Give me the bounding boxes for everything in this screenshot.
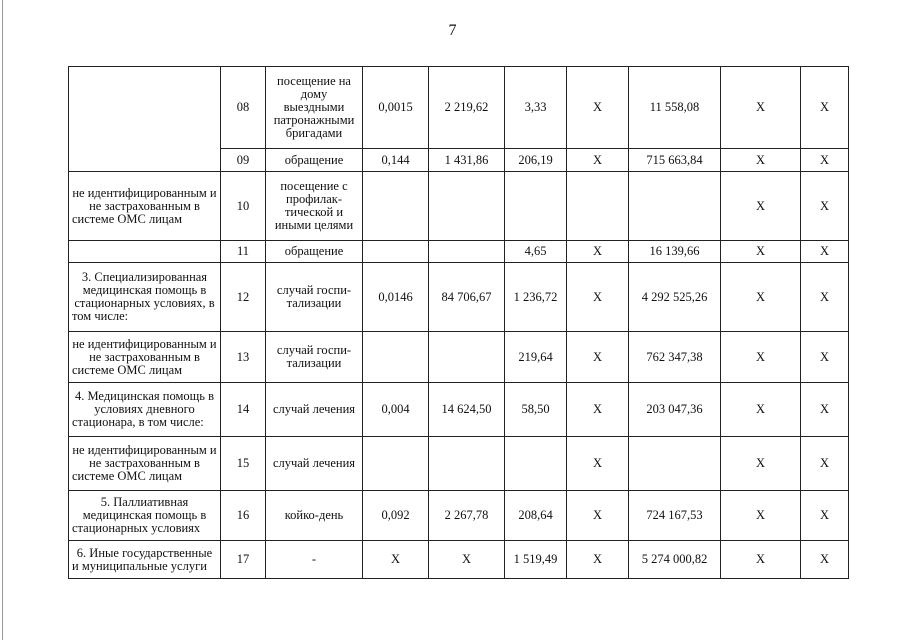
row-code: 17 [221, 541, 266, 579]
row-cost [429, 437, 505, 491]
row-col5: X [567, 67, 629, 149]
row-label: 4. Медицинская помощь в условиях дневного стационара, в том числе: [69, 383, 221, 437]
row-col7: X [721, 437, 801, 491]
row-per-capita: 58,50 [505, 383, 567, 437]
financing-table [68, 66, 849, 579]
row-label: не идентифицированным и не застрахованным в системе ОМС лицам [69, 437, 221, 491]
row-col5: X [567, 241, 629, 263]
row-per-capita [505, 437, 567, 491]
row-label: 5. Паллиативная медицинская помощь в стационарных условиях [69, 491, 221, 541]
row-col5: X [567, 541, 629, 579]
row-unit: случай лечения [266, 437, 363, 491]
row-cost: X [429, 541, 505, 579]
row-total: 4 292 525,26 [629, 263, 721, 332]
row-col5: X [567, 383, 629, 437]
row-unit: койко-день [266, 491, 363, 541]
row-col7: X [721, 332, 801, 383]
row-norm [363, 437, 429, 491]
row-norm: 0,092 [363, 491, 429, 541]
row-label-empty [69, 241, 221, 263]
row-total: 11 558,08 [629, 67, 721, 149]
row-cost [429, 241, 505, 263]
table-row [69, 491, 849, 541]
row-total [629, 437, 721, 491]
row-col8: X [801, 541, 849, 579]
row-cost: 2 219,62 [429, 67, 505, 149]
row-code: 13 [221, 332, 266, 383]
row-col7: X [721, 541, 801, 579]
row-code: 09 [221, 149, 266, 172]
row-code: 14 [221, 383, 266, 437]
page-edge-line [2, 0, 3, 640]
row-per-capita: 4,65 [505, 241, 567, 263]
row-cost [429, 332, 505, 383]
row-col7: X [721, 263, 801, 332]
row-cost: 1 431,86 [429, 149, 505, 172]
row-col5: X [567, 149, 629, 172]
row-norm [363, 241, 429, 263]
table-row [69, 172, 849, 241]
row-label [69, 67, 221, 172]
row-col7: X [721, 383, 801, 437]
row-col7: X [721, 149, 801, 172]
row-total: 762 347,38 [629, 332, 721, 383]
row-total [629, 172, 721, 241]
row-label: 3. Специализированная медицинская помощь в стационарных условиях, в том числе: [69, 263, 221, 332]
row-code: 08 [221, 67, 266, 149]
row-cost: 2 267,78 [429, 491, 505, 541]
row-total: 715 663,84 [629, 149, 721, 172]
page-number: 7 [448, 22, 457, 39]
row-unit: случай госпи-тализации [266, 332, 363, 383]
row-norm: 0,144 [363, 149, 429, 172]
row-total: 16 139,66 [629, 241, 721, 263]
row-per-capita: 208,64 [505, 491, 567, 541]
table-row [69, 541, 849, 579]
row-cost: 14 624,50 [429, 383, 505, 437]
row-col5 [567, 172, 629, 241]
row-norm: X [363, 541, 429, 579]
row-norm: 0,0015 [363, 67, 429, 149]
row-label: не идентифицированным и не застрахованным в системе ОМС лицам [69, 332, 221, 383]
row-col8: X [801, 149, 849, 172]
table-row [69, 437, 849, 491]
row-code: 16 [221, 491, 266, 541]
table-row [69, 241, 849, 263]
row-unit: посещение на дому выездными патронажными бригадами [266, 67, 363, 149]
row-label: не идентифицированным и не застрахованным в системе ОМС лицам [69, 172, 221, 241]
table-row [69, 263, 849, 332]
row-col7: X [721, 241, 801, 263]
table-row [69, 383, 849, 437]
row-unit: обращение [266, 241, 363, 263]
row-per-capita: 3,33 [505, 67, 567, 149]
row-norm [363, 332, 429, 383]
row-col7: X [721, 67, 801, 149]
row-col8: X [801, 67, 849, 149]
row-total: 5 274 000,82 [629, 541, 721, 579]
row-code: 15 [221, 437, 266, 491]
row-per-capita: 1 236,72 [505, 263, 567, 332]
row-norm: 0,004 [363, 383, 429, 437]
row-unit: случай госпи-тализации [266, 263, 363, 332]
row-col7: X [721, 172, 801, 241]
row-per-capita: 219,64 [505, 332, 567, 383]
row-col8: X [801, 491, 849, 541]
row-col5: X [567, 332, 629, 383]
row-per-capita: 1 519,49 [505, 541, 567, 579]
row-col5: X [567, 263, 629, 332]
row-col8: X [801, 263, 849, 332]
row-unit: - [266, 541, 363, 579]
row-cost [429, 172, 505, 241]
row-code: 11 [221, 241, 266, 263]
row-col5: X [567, 437, 629, 491]
row-total: 724 167,53 [629, 491, 721, 541]
row-col7: X [721, 491, 801, 541]
row-unit: случай лечения [266, 383, 363, 437]
row-code: 10 [221, 172, 266, 241]
row-per-capita [505, 172, 567, 241]
row-col8: X [801, 437, 849, 491]
row-col8: X [801, 332, 849, 383]
row-norm: 0,0146 [363, 263, 429, 332]
row-norm [363, 172, 429, 241]
row-col8: X [801, 172, 849, 241]
row-total: 203 047,36 [629, 383, 721, 437]
table-row [69, 67, 849, 149]
row-unit: обращение [266, 149, 363, 172]
row-code: 12 [221, 263, 266, 332]
row-col5: X [567, 491, 629, 541]
row-per-capita: 206,19 [505, 149, 567, 172]
row-col8: X [801, 383, 849, 437]
row-cost: 84 706,67 [429, 263, 505, 332]
row-unit: посещение с профилак-тической и иными целями [266, 172, 363, 241]
row-col8: X [801, 241, 849, 263]
row-label: 6. Иные государственные и муниципальные услуги [69, 541, 221, 579]
table-row [69, 332, 849, 383]
